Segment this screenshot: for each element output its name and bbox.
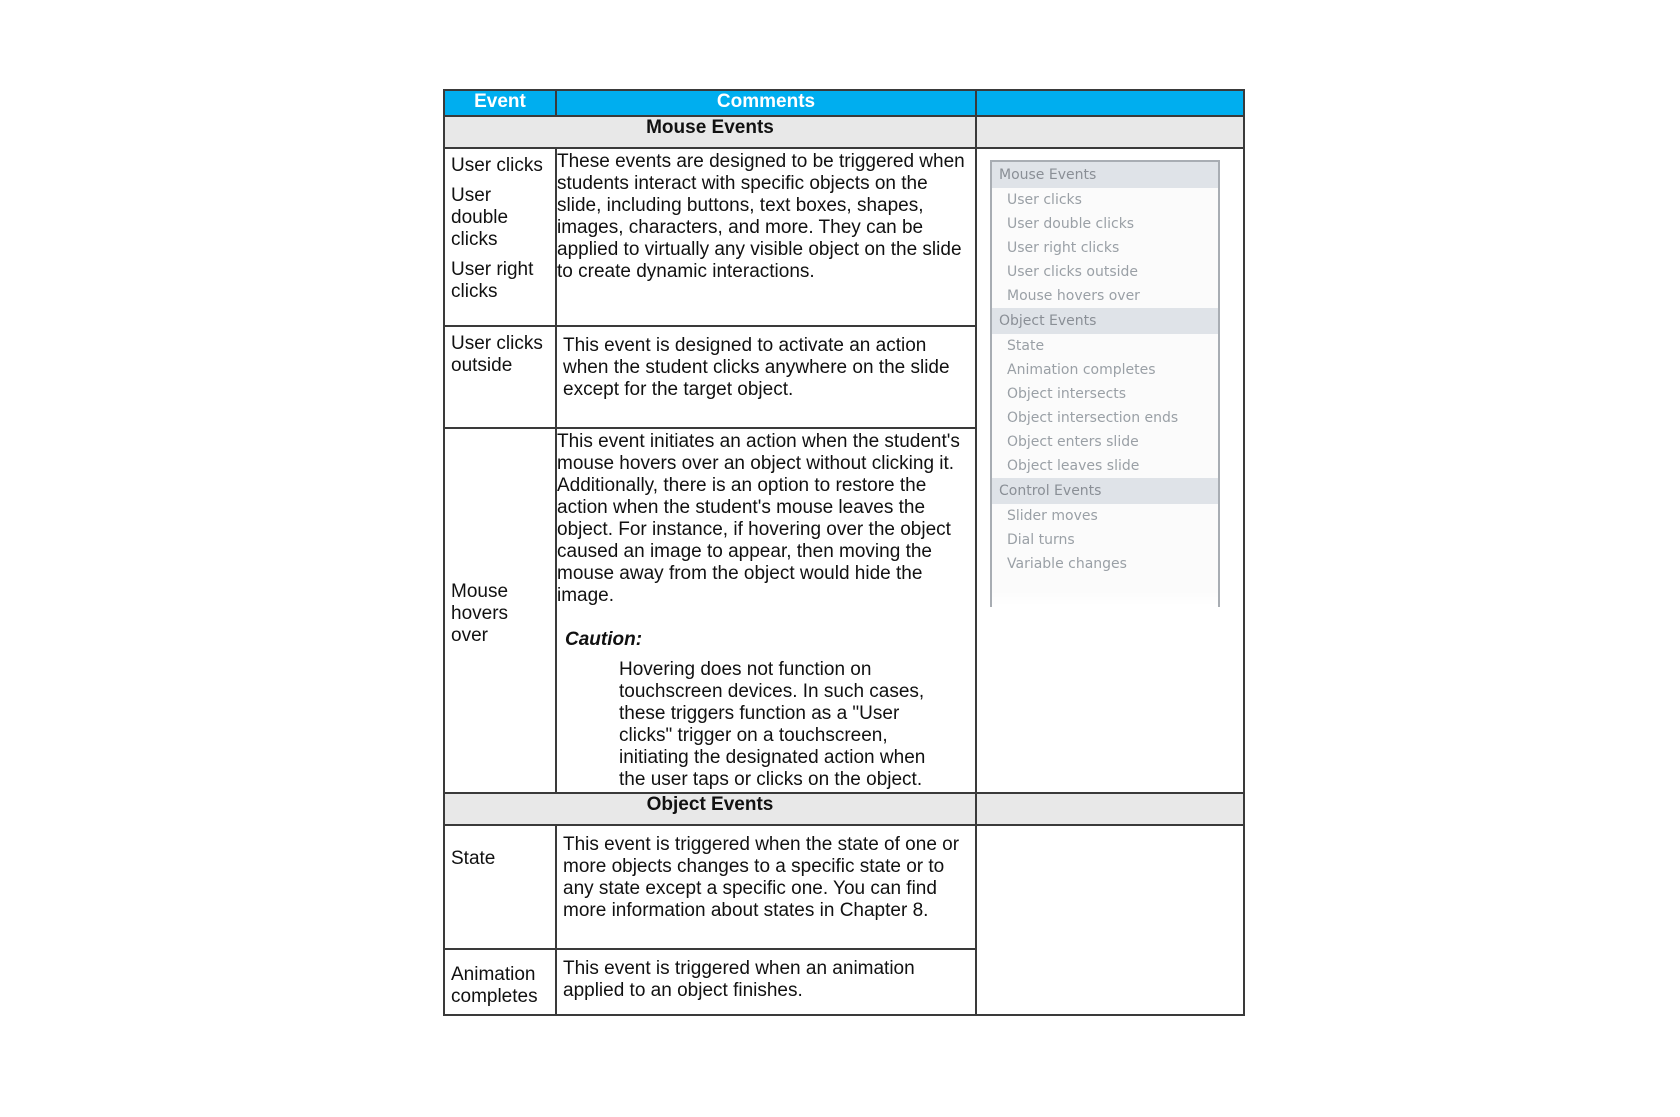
caution-body: Hovering does not function on touchscreen devices. In such cases, these triggers function as a "User clicks" trigger on a touchscreen, initiating the designated action when the user taps or clicks on the object. — [619, 659, 926, 790]
section-blank-cell — [976, 793, 1244, 825]
menu-group-header: Mouse Events — [992, 162, 1218, 188]
screenshot-fade-edge — [992, 591, 1218, 607]
event-user-right-clicks: User right clicks — [451, 259, 534, 302]
menu-item: User clicks — [1007, 192, 1082, 208]
menu-item: User double clicks — [1007, 216, 1135, 232]
menu-group-header: Object Events — [992, 308, 1218, 334]
menu-item: Slider moves — [1007, 508, 1098, 524]
menu-item: Dial turns — [1007, 532, 1075, 548]
table-header-row — [444, 90, 1244, 116]
menu-item: User right clicks — [1007, 240, 1120, 256]
menu-group-header: Control Events — [992, 478, 1218, 504]
event-mouse-hovers-over: Mouse hovers over — [444, 428, 556, 793]
section-row-mouse — [444, 116, 1244, 148]
menu-item: User clicks outside — [1007, 264, 1138, 280]
section-row-object — [444, 793, 1244, 825]
header-comments: Comments — [556, 90, 976, 116]
menu-item: Object intersects — [1007, 386, 1127, 402]
comment-state: This event is triggered when the state of one or more objects changes to a specific state or to any state except a specific one. You can find more information about states in Chapter 8. — [556, 825, 976, 949]
header-event: Event — [444, 90, 556, 116]
event-user-double-clicks: User double clicks — [451, 185, 509, 250]
section-title-mouse-events: Mouse Events — [444, 116, 976, 148]
menu-item: Object enters slide — [1007, 434, 1139, 450]
menu-item: Animation completes — [1007, 362, 1156, 378]
hover-comment-text: This event initiates an action when the student's mouse hovers over an object without clicking it. Additionally, there is an option to restore the action when the student's mouse leaves the object. For instance, if hovering over the object caused an image to appear, then moving the mouse away from the object would hide the image. — [557, 431, 960, 606]
section-blank-cell — [976, 116, 1244, 148]
event-cell-clicks — [444, 148, 556, 326]
comment-user-clicks-outside: This event is designed to activate an action when the student clicks anywhere on the slide except for the target object. — [556, 326, 976, 428]
trigger-menu-screenshot — [990, 160, 1220, 607]
menu-item: State — [1007, 338, 1045, 354]
event-user-clicks: User clicks — [451, 155, 543, 176]
header-image — [976, 90, 1244, 116]
table-row — [444, 148, 1244, 326]
events-table — [443, 89, 1245, 1016]
table-row — [444, 825, 1244, 949]
caution-title: Caution: — [565, 629, 643, 650]
section-title-object-events: Object Events — [444, 793, 976, 825]
event-user-clicks-outside: User clicks outside — [444, 326, 556, 428]
comment-animation-completes: This event is triggered when an animation applied to an object finishes. — [556, 949, 976, 1015]
menu-item: Object intersection ends — [1007, 410, 1179, 426]
menu-item: Object leaves slide — [1007, 458, 1140, 474]
comment-clicks: These events are designed to be triggered when students interact with specific objects on the slide, including buttons, text boxes, shapes, images, characters, and more. They can be applied to virtually any visible object on the slide to create dynamic interactions. — [556, 148, 976, 326]
image-cell-empty — [976, 825, 1244, 1015]
menu-item: Variable changes — [1007, 556, 1127, 572]
event-animation-completes: Animation completes — [444, 949, 556, 1015]
image-cell-trigger-menu — [976, 148, 1244, 793]
comment-mouse-hovers-over — [556, 428, 976, 793]
menu-item: Mouse hovers over — [1007, 288, 1140, 304]
event-state: State — [444, 825, 556, 949]
